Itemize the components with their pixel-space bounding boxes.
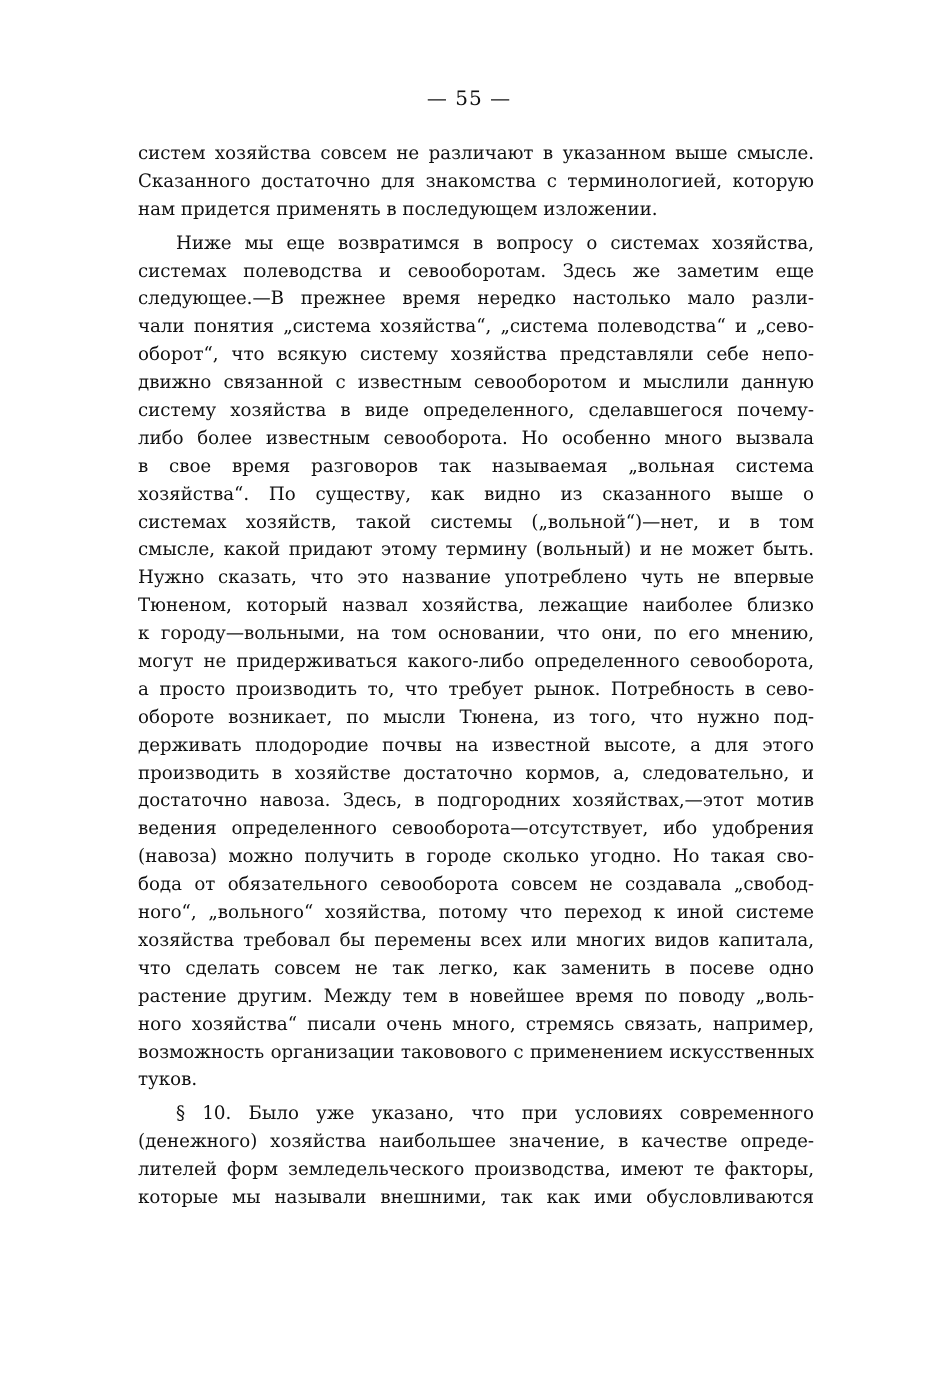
text-line: смысле, какой придают этому термину (вольный) и не может быть.: [138, 539, 814, 561]
text-line: систему хозяйства в виде определенного, сделавшегося почему-: [138, 400, 814, 422]
text-line: хозяйства“. По существу, как видно из сказанного выше о: [138, 483, 814, 505]
text-line: (навоза) можно получить в городе сколько угодно. Но такая сво-: [138, 846, 814, 868]
text-line: следующее.—В прежнее время нередко настолько мало разли-: [138, 288, 814, 310]
text-line: нам придется применять в последующем изложении.: [138, 198, 658, 220]
text-line: движно связанной с известным севооборотом и мыслили данную: [138, 372, 814, 394]
text-line: ного“, „вольного“ хозяйства, потому что переход к иной системе: [138, 902, 814, 924]
text-line: к городу—вольными, на том основании, что они, по его мнению,: [138, 623, 814, 645]
text-line: держивать плодородие почвы на известной высоте, а для этого: [138, 734, 814, 756]
text-line: системах хозяйств, такой системы („вольной“)—нет, и в том: [138, 511, 814, 533]
text-line: а просто производить то, что требует рынок. Потребность в сево-: [138, 678, 814, 700]
text-line: Нужно сказать, что это название употреблено чуть не впервые: [138, 567, 814, 589]
text-line: оборот“, что всякую систему хозяйства представляли себе непо-: [138, 344, 814, 366]
text-line: возможность организации таковового с применением искусственных: [138, 1041, 814, 1063]
text-line: Тюненом, который назвал хозяйства, лежащие наиболее близко: [138, 595, 814, 617]
text-line: либо более известным севооборота. Но особенно много вызвала: [138, 427, 814, 449]
paragraph-2: [138, 230, 814, 1095]
text-line: § 10. Было уже указано, что при условиях современного: [176, 1103, 814, 1125]
text-line: обороте возникает, по мысли Тюнена, из того, что нужно под-: [138, 706, 814, 728]
text-line: достаточно навоза. Здесь, в подгородних хозяйствах,—этот мотив: [138, 790, 814, 812]
text-line: могут не придерживаться какого-либо определенного севооборота,: [138, 651, 814, 673]
paragraph-3: [138, 1100, 814, 1212]
text-line: ведения определенного севооборота—отсутствует, ибо удобрения: [138, 818, 814, 840]
text-line: что сделать совсем не так легко, как заменить в посеве одно: [138, 957, 814, 979]
paragraph-1: [138, 140, 814, 224]
text-line: чали понятия „система хозяйства“, „система полеводства“ и „сево-: [138, 316, 814, 338]
text-line: Сказанного достаточно для знакомства с терминологией, которую: [138, 170, 814, 192]
text-line: лителей форм земледельческого производства, имеют те факторы,: [138, 1159, 814, 1181]
text-line: (денежного) хозяйства наибольшее значение, в качестве опреде-: [138, 1131, 814, 1153]
text-line: в свое время разговоров так называемая „вольная система: [138, 455, 814, 477]
text-line: производить в хозяйстве достаточно кормов, а, следовательно, и: [138, 762, 814, 784]
text-line: систем хозяйства совсем не различают в указанном выше смысле.: [138, 143, 814, 164]
text-line: растение другим. Между тем в новейшее время по поводу „воль-: [138, 985, 814, 1007]
text-line: ного хозяйства“ писали очень много, стремясь связать, например,: [138, 1013, 814, 1035]
text-line: хозяйства требовал бы перемены всех или многих видов капитала,: [138, 929, 814, 951]
body-text: [138, 140, 814, 1212]
text-line: бода от обязательного севооборота совсем не создавала „свобод-: [138, 874, 814, 896]
text-line: которые мы называли внешними, так как ими обусловливаются: [138, 1186, 814, 1208]
text-line: туков.: [138, 1069, 198, 1091]
text-line: Ниже мы еще возвратимся в вопросу о системах хозяйства,: [176, 232, 814, 254]
text-line: системах полеводства и севооборотам. Здесь же заметим еще: [138, 260, 814, 282]
page-number: — 55 —: [426, 86, 512, 110]
